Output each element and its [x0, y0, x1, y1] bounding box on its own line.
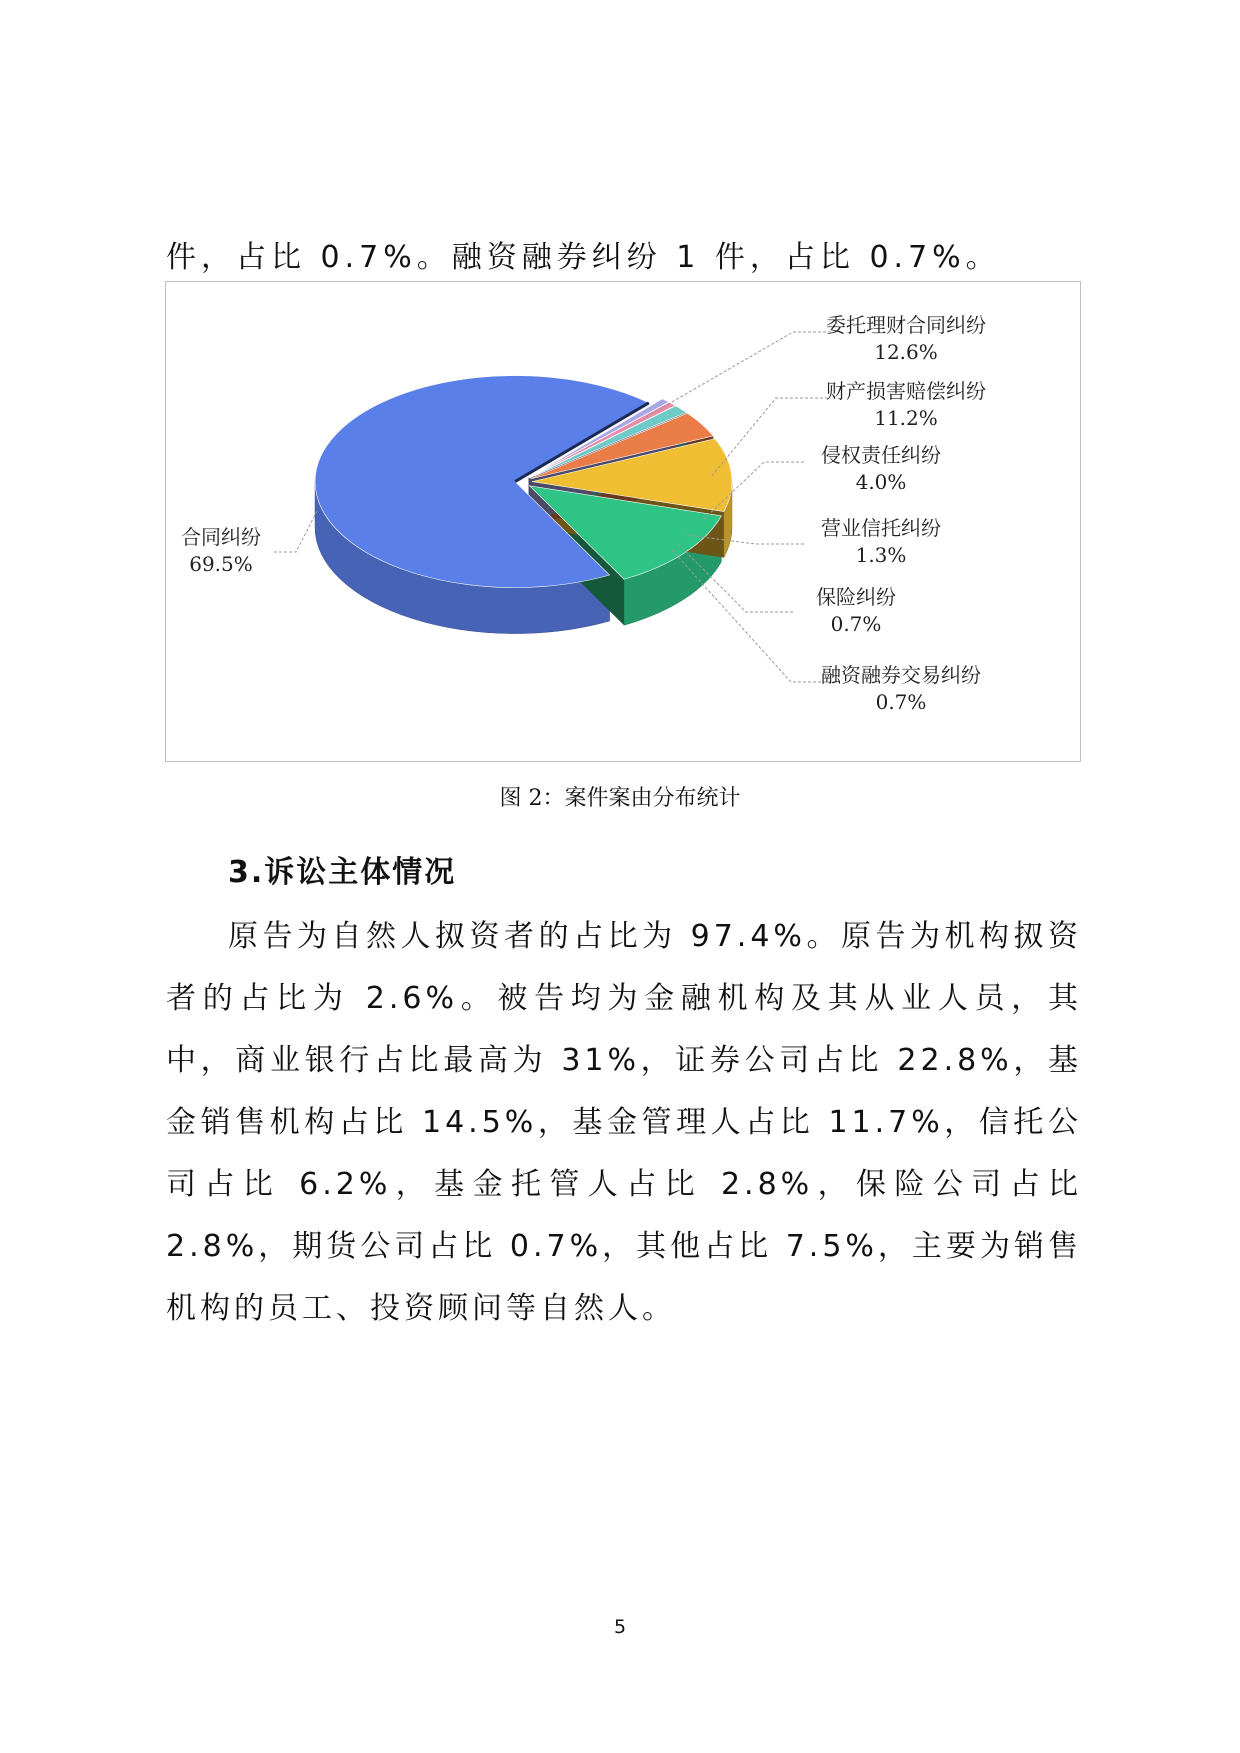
slice-label: 委托理财合同纠纷 [826, 313, 986, 337]
slice-label: 保险纠纷 [816, 585, 896, 609]
slice-label: 合同纠纷 [181, 525, 261, 549]
slice-label: 营业信托纠纷 [821, 516, 941, 540]
slice-value-label: 0.7% [830, 612, 882, 636]
page-number: 5 [613, 1616, 627, 1638]
slice-label: 财产损害赔偿纠纷 [826, 379, 986, 403]
slice-value-label: 69.5% [189, 552, 253, 576]
pie-chart [165, 281, 1081, 762]
lead-line: 件，占比 0.7%。融资融券纠纷 1 件，占比 0.7%。 [166, 240, 1001, 275]
slice-label: 融资融券交易纠纷 [821, 663, 981, 687]
leader-line [274, 511, 317, 552]
body-paragraph: 原告为自然人㧐资者的占比为 97.4%。原告为机构㧐资者的占比为 2.6%。被告均为金融机构及其从业人员，其中，商业银行占比最高为 31%，证券公司占比 22.8%，基金销售机构占比 14.5%，基金管理人占比 11.7%，信托公司占比 6.2%，基金托管人占比 2.8%，保险公司占比 2.8%，期货公司占比 0.7%，其他占比 7.5%，主要为销售机构的员工、投资顾问等自然人。 [166, 919, 1082, 1326]
figure-caption: 图 2：案件案由分布统计 [499, 786, 741, 811]
section-heading: 3.诉讼主体情况 [228, 855, 457, 890]
slice-value-label: 1.3% [855, 543, 907, 567]
leader-line [646, 332, 831, 417]
slice-label: 侵权责任纠纷 [821, 443, 941, 467]
slice-value-label: 0.7% [875, 690, 927, 714]
slice-value-label: 12.6% [874, 340, 938, 364]
slice-value-label: 11.2% [874, 406, 938, 430]
slice-value-label: 4.0% [855, 470, 907, 494]
